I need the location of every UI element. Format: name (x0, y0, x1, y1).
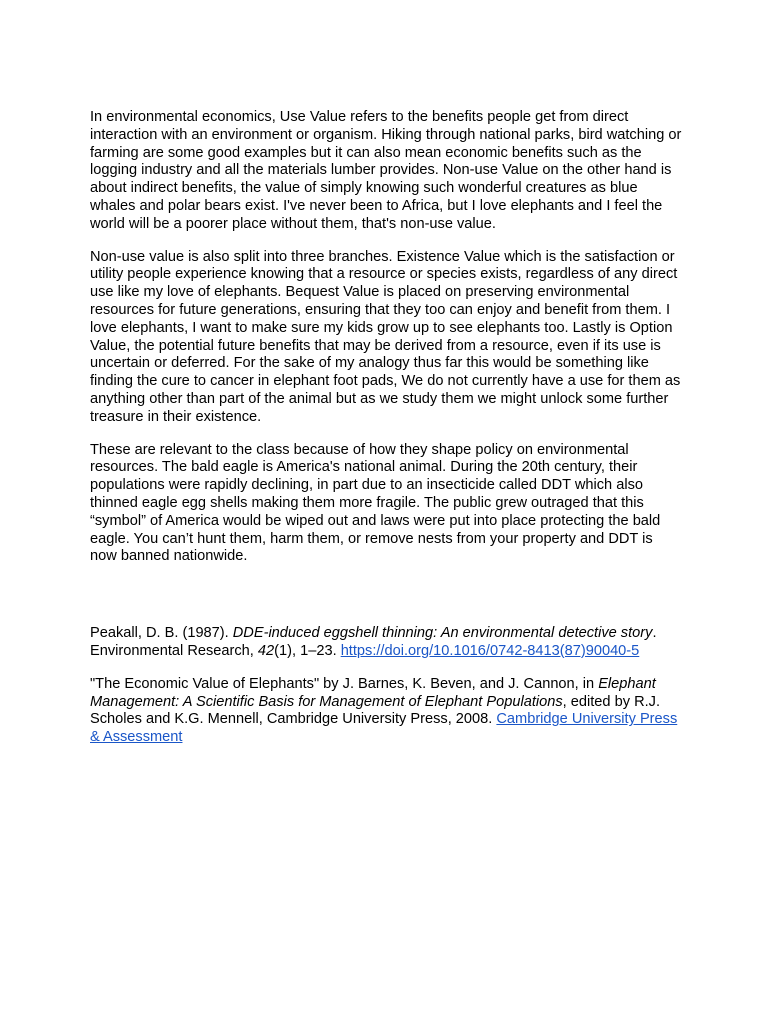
reference-volume: 42 (257, 642, 275, 659)
reference-issue-pages: (1), 1–23. (274, 642, 341, 659)
doi-link[interactable]: https://doi.org/10.1016/0742-8413(87)90040-5 (340, 642, 640, 659)
paragraph-policy-relevance: These are relevant to the class because of how they shape policy on environmental resources. The bald eagle is America's national animal. During the 20th century, their populations were rapidly declining, in part due to an insecticide called DDT which also thinned eagle egg shells making them more fragile. The public grew outraged that this “symbol” of America would be wiped out and laws were put into place protecting the bald eagle. You can’t hunt them, harm them, or remove nests from your property and DDT is now banned nationwide. (90, 441, 661, 565)
reference-peakall (90, 625, 682, 661)
document-page (90, 109, 682, 762)
section-spacer (90, 581, 682, 625)
cambridge-link[interactable]: Cambridge University Press & Assessment (90, 711, 678, 746)
reference-elephants (90, 676, 682, 747)
reference-book-title: Elephant Management: A Scientific Basis for Management of Elephant Populations (90, 675, 656, 710)
reference-journal: . Environmental Research, (90, 625, 657, 659)
paragraph-use-value: In environmental economics, Use Value refers to the benefits people get from direct interaction with an environment or organism. Hiking through national parks, bird watching or farming are some good examples but it can also mean economic benefits such as the logging industry and all the materials lumber provides. Non-use Value on the other hand is about indirect benefits, the value of simply knowing such wonderful creatures as blue whales and polar bears exist. I've never been to Africa, but I love elephants and I feel the world will be a poorer place without them, that's non-use value. (90, 109, 682, 232)
reference-lead: Peakall, D. B. (1987). (90, 625, 233, 642)
reference-title: DDE-induced eggshell thinning: An environmental detective story (232, 625, 653, 642)
paragraph-non-use-value: Non-use value is also split into three branches. Existence Value which is the satisfaction or utility people experience knowing that a resource or species exists, regardless of any direct use like my love of elephants. Bequest Value is placed on preserving environmental resources for future generations, ensuring that they too can enjoy and benefit from them. I love elephants, I want to make sure my kids grow up to see elephants too. Lastly is Option Value, the potential future benefits that may be derived from a resource, even if its use is uncertain or deferred. For the sake of my analogy thus far this would be something like finding the cure to cancer in elephant foot pads, We do not currently have a use for them as anything other than part of the animal but as we study them we might unlock some further treasure in their existence. (90, 248, 681, 425)
reference-lead: "The Economic Value of Elephants" by J. Barnes, K. Beven, and J. Cannon, in (90, 675, 599, 692)
reference-publisher: , edited by R.J. Scholes and K.G. Mennell, Cambridge University Press, 2008. (90, 693, 661, 728)
